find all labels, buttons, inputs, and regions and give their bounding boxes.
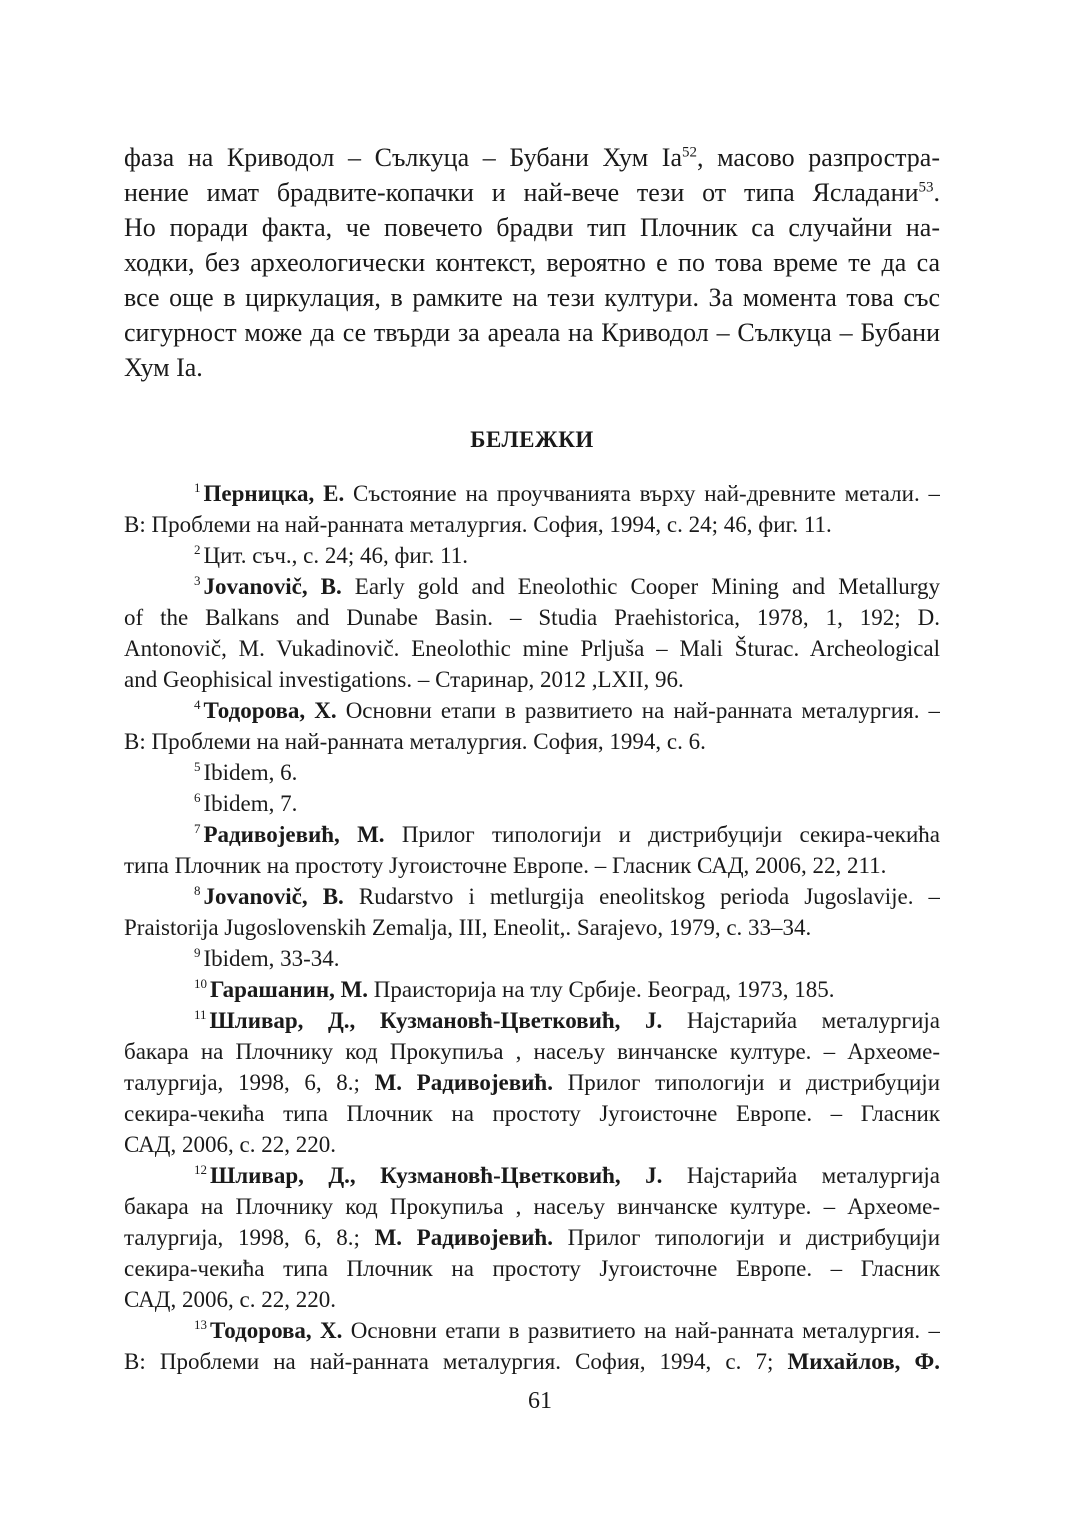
footnote-line bbox=[124, 571, 940, 602]
footnote-author: Гарашанин, М. bbox=[210, 977, 369, 1002]
footnote-line bbox=[124, 974, 940, 1005]
notes-list bbox=[124, 478, 940, 1377]
footnote-line bbox=[124, 1222, 940, 1253]
text-line bbox=[124, 175, 940, 210]
footnote-author: Шливар, Д., Кузмановћ-Цветковић, Ј. bbox=[210, 1163, 663, 1188]
footnote-number: 11 bbox=[194, 1007, 207, 1023]
footnote bbox=[124, 540, 940, 571]
footnote-line bbox=[124, 757, 940, 788]
footnote bbox=[124, 819, 940, 881]
footnote-line bbox=[124, 788, 940, 819]
text-line: ходки, без археологически контекст, вероятно е по това време те да са bbox=[124, 248, 940, 277]
footnote-text: Ibidem, 6. bbox=[203, 760, 298, 785]
footnote-number: 4 bbox=[194, 697, 201, 713]
text-segment: фаза на Криводол – Сълкуца – Бубани Хум Ia bbox=[124, 143, 682, 172]
footnote bbox=[124, 1315, 940, 1377]
footnote-author: Перницка, Е. bbox=[203, 481, 345, 506]
footnote-line: В: Проблеми на най-ранната металургия. София, 1994, с. 24; 46, фиг. 11. bbox=[124, 512, 832, 537]
footnote-text: талургија, 1998, 6, 8.; bbox=[124, 1225, 360, 1250]
footnote-text: Најстарийа металургија bbox=[686, 1163, 940, 1188]
footnote-number: 12 bbox=[194, 1162, 207, 1178]
footnote bbox=[124, 881, 940, 943]
main-paragraph bbox=[124, 140, 940, 385]
footnote-author: Шливар, Д., Кузмановћ-Цветковић, Ј. bbox=[209, 1008, 663, 1033]
footnote-author: М. Радивојевић. bbox=[374, 1070, 553, 1095]
footnote-number: 5 bbox=[194, 759, 201, 775]
footnote-line: бакара на Плочнику код Прокупиља , насељу винчанске културе. – Археоме- bbox=[124, 1194, 940, 1219]
footnote-number: 2 bbox=[194, 542, 201, 558]
page-body bbox=[124, 140, 940, 1377]
footnote bbox=[124, 788, 940, 819]
footnote-author: Тодорова, Х. bbox=[210, 1318, 343, 1343]
footnote-text: Състояние на проучванията върху най-древните метали. – bbox=[353, 481, 940, 506]
footnote-number: 10 bbox=[194, 976, 207, 992]
footnote-line: В: Проблеми на най-ранната металургия. София, 1994, с. 6. bbox=[124, 729, 706, 754]
footnote-line bbox=[124, 819, 940, 850]
footnote-line bbox=[124, 881, 940, 912]
footnote-line: САД, 2006, с. 22, 220. bbox=[124, 1287, 336, 1312]
footnote-line bbox=[124, 695, 940, 726]
page-number: 61 bbox=[528, 1388, 552, 1414]
footnote-text: талургија, 1998, 6, 8.; bbox=[124, 1070, 360, 1095]
footnote-text: Early gold and Eneolothic Cooper Mining and Metallurgy bbox=[354, 574, 940, 599]
footnote-author: М. Радивојевић. bbox=[374, 1225, 553, 1250]
notes-heading: БЕЛЕЖКИ bbox=[470, 427, 594, 452]
footnote-author: Михайлов, Ф. bbox=[787, 1349, 940, 1374]
footnote-text: Прилог типологији и дистрибуцији bbox=[567, 1070, 940, 1095]
footnote-line bbox=[124, 478, 940, 509]
footnote-ref: 52 bbox=[681, 144, 697, 161]
footnote-number: 7 bbox=[194, 821, 201, 837]
footnote-number: 1 bbox=[194, 480, 201, 496]
text-line: Хум Ia. bbox=[124, 353, 203, 382]
text-segment: . bbox=[933, 178, 940, 207]
footnote-text: Прилог типологији и дистрибуцији секира-чекића bbox=[401, 822, 940, 847]
footnote-line: САД, 2006, с. 22, 220. bbox=[124, 1132, 336, 1157]
footnote-author: Jovanovič, B. bbox=[203, 884, 344, 909]
text-line: Но поради факта, че повечето брадви тип Плочник са случайни на- bbox=[124, 213, 940, 242]
footnote-line bbox=[124, 1067, 940, 1098]
text-line: сигурност може да се твърди за ареала на Криводол – Сълкуца – Бубани bbox=[124, 318, 940, 347]
footnote bbox=[124, 757, 940, 788]
footnote-author: Jovanovič, B. bbox=[203, 574, 342, 599]
footnote-text: Ibidem, 33-34. bbox=[203, 946, 340, 971]
footnote-text: Ibidem, 7. bbox=[203, 791, 298, 816]
footnote-number: 9 bbox=[194, 945, 201, 961]
footnote-number: 13 bbox=[194, 1317, 207, 1333]
footnote-text: Основни етапи в развитието на най-ранната металургия. – bbox=[345, 698, 940, 723]
footnote-text: В: Проблеми на най-ранната металургия. София, 1994, с. 7; bbox=[124, 1349, 774, 1374]
footnote-line bbox=[124, 1005, 940, 1036]
footnote-line: Praistorija Jugoslovenskih Zemalja, III, Eneolit,. Sarajevo, 1979, с. 33–34. bbox=[124, 915, 812, 940]
footnote-line: of the Balkans and Dunabe Basin. – Studia Praehistorica, 1978, 1, 192; D. bbox=[124, 605, 940, 630]
footnote bbox=[124, 478, 940, 540]
footnote-text: Основни етапи в развитието на най-ранната металургия. – bbox=[350, 1318, 940, 1343]
footnote-number: 6 bbox=[194, 790, 201, 806]
footnote-line: секира-чекића типа Плочник на простоту Југоисточне Европе. – Гласник bbox=[124, 1101, 940, 1126]
footnote-line: бакара на Плочнику код Прокупиља , насељу винчанске културе. – Археоме- bbox=[124, 1039, 940, 1064]
footnote bbox=[124, 1160, 940, 1315]
footnote-line bbox=[124, 540, 940, 571]
footnote-number: 3 bbox=[194, 573, 201, 589]
footnote-text: Праисторија на тлу Србије. Београд, 1973, 185. bbox=[373, 977, 835, 1002]
text-segment: нение имат брадвите-копачки и най-вече тези от типа Ясладани bbox=[124, 178, 919, 207]
footnote-line bbox=[124, 1346, 940, 1377]
footnote-ref: 53 bbox=[918, 179, 934, 196]
footnote-line bbox=[124, 943, 940, 974]
footnote bbox=[124, 943, 940, 974]
footnote-line bbox=[124, 1160, 940, 1191]
footnote-author: Радивојевић, М. bbox=[203, 822, 385, 847]
footnote-text: Најстарийа металургија bbox=[686, 1008, 940, 1033]
text-line: все още в циркулация, в рамките на тези култури. За момента това със bbox=[124, 283, 940, 312]
footnote-line bbox=[124, 1315, 940, 1346]
text-segment: , масово разпростра- bbox=[696, 143, 940, 172]
footnote-text: Прилог типологији и дистрибуцији bbox=[567, 1225, 940, 1250]
footnote-text: Цит. съч., с. 24; 46, фиг. 11. bbox=[203, 543, 468, 568]
text-line bbox=[124, 140, 940, 175]
footnote bbox=[124, 571, 940, 695]
footnote-line: типа Плочник на простоту Југоисточне Европе. – Гласник САД, 2006, 22, 211. bbox=[124, 853, 887, 878]
footnote-line: секира-чекића типа Плочник на простоту Југоисточне Европе. – Гласник bbox=[124, 1256, 940, 1281]
footnote-line: and Geophisical investigations. – Старинар, 2012 ,LXII, 96. bbox=[124, 667, 684, 692]
footnote bbox=[124, 1005, 940, 1160]
footnote-text: Rudarstvo i metlurgija eneolitskog perioda Jugoslavije. – bbox=[358, 884, 940, 909]
footnote bbox=[124, 974, 940, 1005]
footnote bbox=[124, 695, 940, 757]
footnote-line: Antonovič, M. Vukadinovič. Eneolothic mine Prljuša – Mali Šturac. Archeological bbox=[124, 636, 940, 661]
footnote-number: 8 bbox=[194, 883, 201, 899]
footnote-author: Тодорова, Х. bbox=[203, 698, 337, 723]
